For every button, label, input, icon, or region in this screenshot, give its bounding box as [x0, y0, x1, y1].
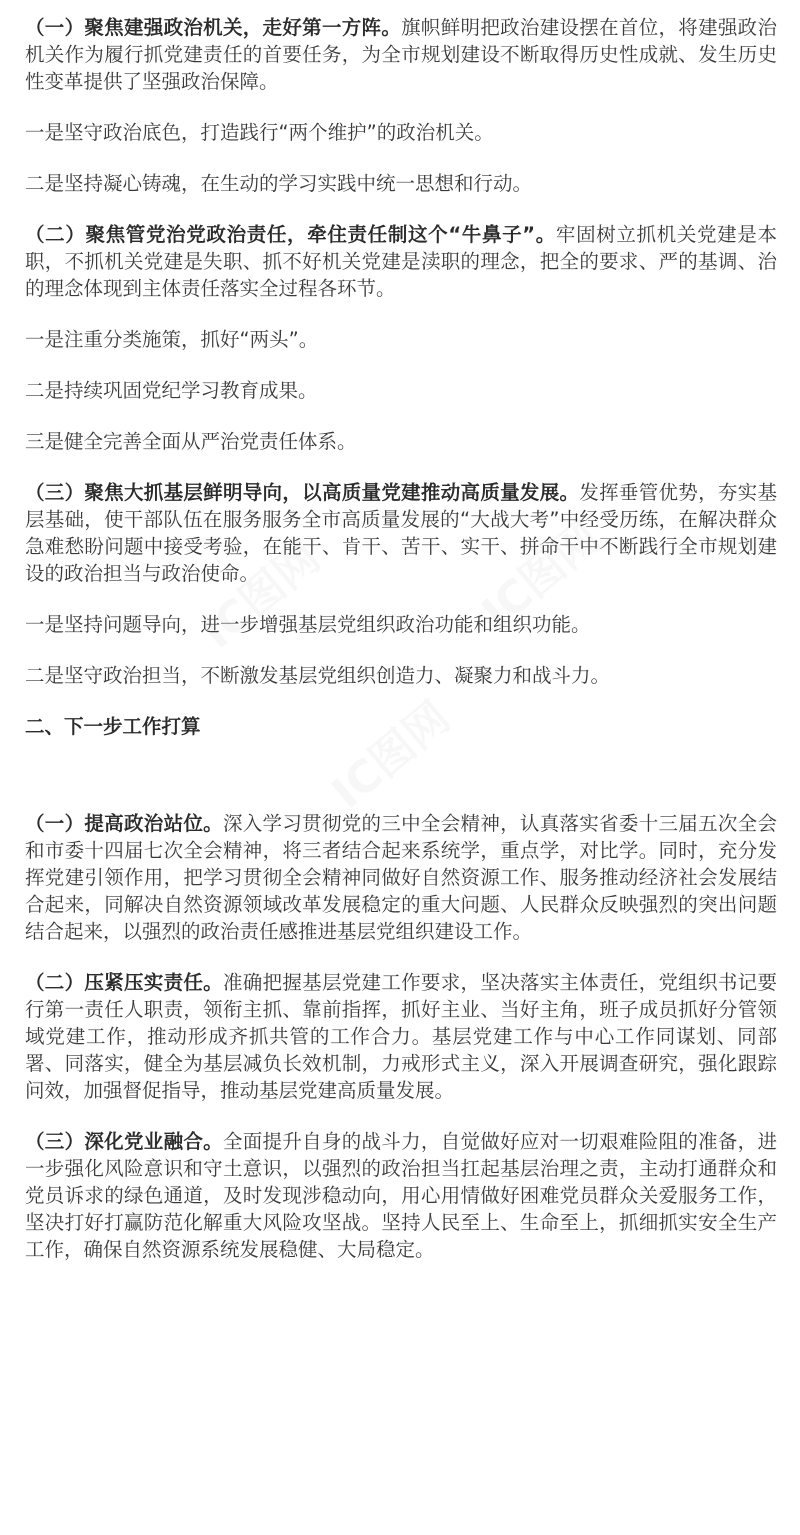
item-text: 一是坚持问题导向，进一步增强基层党组织政治功能和组织功能。	[25, 613, 591, 636]
item-text: 三是健全完善全面从严治党责任体系。	[25, 430, 357, 453]
section-2-item-2	[25, 377, 777, 404]
plan-1-paragraph	[25, 810, 777, 945]
watermark: IC图网	[472, 511, 610, 639]
section-2-paragraph	[25, 221, 777, 302]
section-3-item-2	[25, 662, 777, 689]
section-2-item-3	[25, 428, 777, 455]
plan-3-text: 全面提升自身的战斗力，自觉做好应对一切艰难险阻的准备，进一步强化风险意识和守土意识，以强烈的政治担当扛起基层治理之责，主动打通群众和党员诉求的绿色通道，及时发现涉稳动向，用心用情做好困难党员群众关爱服务工作，坚决打好打赢防范化解重大风险攻坚战。坚持人民至上、生命至上，抓细抓实安全生产工作，确保自然资源系统发展稳健、大局稳定。	[25, 1130, 777, 1261]
section-2-text: 牢固树立抓机关党建是本职，不抓机关党建是失职、抓不好机关党建是渎职的理念，把全的要求、严的基调、治的理念体现到主体责任落实全过程各环节。	[25, 223, 777, 300]
watermark: IC图网	[322, 691, 460, 819]
item-text: 二是持续巩固党纪学习教育成果。	[25, 379, 318, 402]
item-text: 二是坚守政治担当，不断激发基层党组织创造力、凝聚力和战斗力。	[25, 664, 611, 687]
section-3-item-1	[25, 611, 777, 638]
section-1-item-2	[25, 170, 777, 197]
plan-2-text: 准确把握基层党建工作要求，坚决落实主体责任，党组织书记要行第一责任人职责，领衔主抓、靠前指挥，抓好主业、当好主角，班子成员抓好分管领域党建工作，推动形成齐抓共管的工作合力。基层党建工作与中心工作同谋划、同部署、同落实，健全为基层减负长效机制，力戒形式主义，深入开展调查研究，强化跟踪问效，加强督促指导，推动基层党建高质量发展。	[25, 971, 777, 1102]
section-1-lead: （一）聚焦建强政治机关，走好第一方阵。	[25, 16, 402, 39]
item-text: 二是坚持凝心铸魂，在生动的学习实践中统一思想和行动。	[25, 172, 533, 195]
plan-3-lead: （三）深化党业融合。	[25, 1130, 223, 1153]
section-2-item-1	[25, 326, 777, 353]
watermark: IC图网	[192, 531, 330, 659]
item-text: 一是注重分类施策，抓好“两头”。	[25, 328, 319, 351]
document-body	[25, 14, 777, 1287]
section-2-lead: （二）聚焦管党治党政治责任，牵住责任制这个“牛鼻子”。	[25, 223, 556, 246]
plan-2-paragraph	[25, 969, 777, 1104]
plan-1-lead: （一）提高政治站位。	[25, 812, 223, 835]
section-3-text: 发挥垂管优势，夯实基层基础，使干部队伍在服务服务全市高质量发展的“大战大考”中经受历练，在解决群众急难愁盼问题中接受考验，在能干、肯干、苦干、实干、拼命干中不断践行全市规划建设的政治担当与政治使命。	[25, 481, 777, 585]
plan-2-lead: （二）压紧压实责任。	[25, 971, 223, 994]
plan-1-text: 深入学习贯彻党的三中全会精神，认真落实省委十三届五次全会和市委十四届七次全会精神，将三者结合起来系统学，重点学，对比学。同时，充分发挥党建引领作用，把学习贯彻全会精神同做好自然资源工作、服务推动经济社会发展结合起来，同解决自然资源领域改革发展稳定的重大问题、人民群众反映强烈的突出问题结合起来，以强烈的政治责任感推进基层党组织建设工作。	[25, 812, 777, 943]
section-1-paragraph	[25, 14, 777, 95]
section-1-text: 旗帜鲜明把政治建设摆在首位，将建强政治机关作为履行抓党建责任的首要任务，为全市规划建设不断取得历史性成就、发生历史性变革提供了坚强政治保障。	[25, 16, 777, 93]
section-heading: 二、下一步工作打算	[25, 715, 201, 738]
item-text: 一是坚守政治底色，打造践行“两个维护”的政治机关。	[25, 121, 494, 144]
section-1-item-1	[25, 119, 777, 146]
section-3-paragraph	[25, 479, 777, 587]
plan-3-paragraph	[25, 1128, 777, 1263]
section-3-lead: （三）聚焦大抓基层鲜明导向，以高质量党建推动高质量发展。	[25, 481, 580, 504]
